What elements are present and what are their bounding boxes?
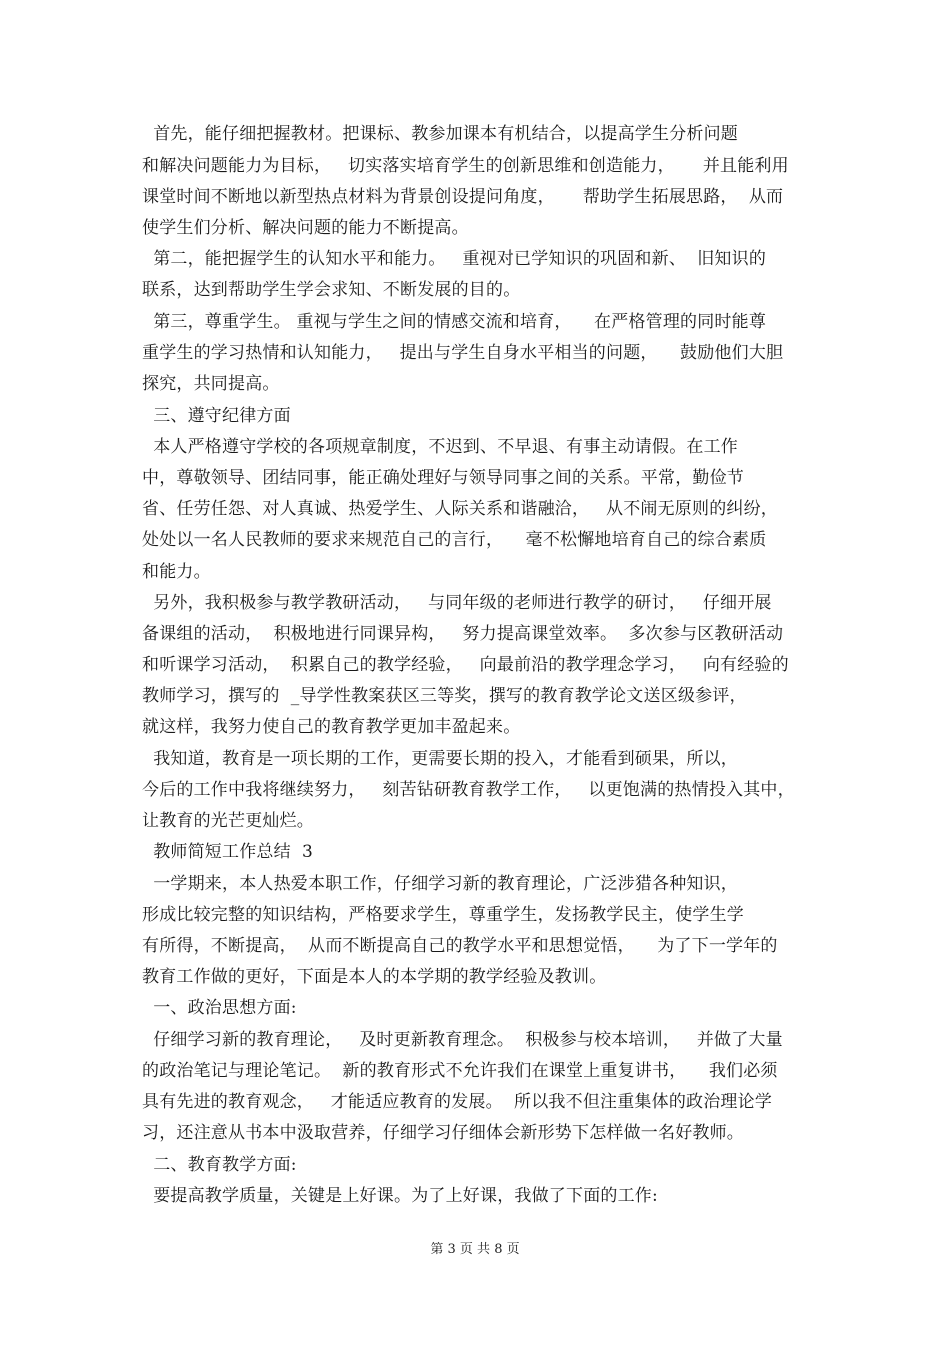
text-line: 具有先进的教育观念， 才能适应教育的发展。 所以我不但注重集体的政治理论学	[142, 1092, 773, 1112]
text-line: 首先，能仔细把握教材。把课标、教参加课本有机结合，以提高学生分析问题	[142, 124, 739, 144]
text-line: 第二，能把握学生的认知水平和能力。 重视对已学知识的巩固和新、 旧知识的	[142, 249, 767, 269]
text-line: 仔细学习新的教育理论， 及时更新教育理念。 积极参与校本培训， 并做了大量	[142, 1030, 783, 1050]
section-heading: 三、遵守纪律方面	[142, 406, 291, 426]
text-line: 和能力。	[142, 562, 211, 582]
text-line: 中，尊敬领导、团结同事，能正确处理好与领导同事之间的关系。平常，勤俭节	[142, 468, 744, 488]
page-number-footer: 第 3 页 共 8 页	[430, 1242, 520, 1257]
text-line: 的政治笔记与理论笔记。 新的教育形式不允许我们在课堂上重复讲书， 我们必须	[142, 1061, 778, 1081]
text-line: 探究，共同提高。	[142, 374, 280, 394]
text-line: 今后的工作中我将继续努力， 刻苦钻研教育教学工作， 以更饱满的热情投入其中，	[142, 780, 795, 800]
text-line: 有所得，不断提高， 从而不断提高自己的教学水平和思想觉悟， 为了下一学年的	[142, 936, 778, 956]
text-line: 和解决问题能力为目标， 切实落实培育学生的创新思维和创造能力， 并且能利用	[142, 156, 789, 176]
text-line: 教师学习，撰写的 _导学性教案获区三等奖，撰写的教育教学论文送区级参评，	[142, 686, 747, 706]
text-line: 让教育的光芒更灿烂。	[142, 811, 314, 831]
text-line: 另外，我积极参与教学教研活动， 与同年级的老师进行教学的研讨， 仔细开展	[142, 593, 772, 613]
text-line: 重学生的学习热情和认知能力， 提出与学生自身水平相当的问题， 鼓励他们大胆	[142, 343, 784, 363]
text-line: 我知道，教育是一项长期的工作，更需要长期的投入，才能看到硕果，所以，	[142, 749, 739, 769]
text-line: 要提高教学质量，关键是上好课。为了上好课，我做了下面的工作:	[142, 1186, 658, 1206]
text-line: 处处以一名人民教师的要求来规范自己的言行， 毫不松懈地培育自己的综合素质	[142, 530, 767, 550]
text-line: 习，还注意从书本中汲取营养，仔细学习仔细体会新形势下怎样做一名好教师。	[142, 1123, 744, 1143]
text-line: 联系，达到帮助学生学会求知、不断发展的目的。	[142, 280, 521, 300]
text-line: 教育工作做的更好，下面是本人的本学期的教学经验及教训。	[142, 967, 607, 987]
section-heading: 二、教育教学方面:	[142, 1155, 297, 1175]
section-heading: 一、政治思想方面:	[142, 998, 297, 1018]
text-line: 省、任劳任怨、对人真诚、热爱学生、人际关系和谐融洽， 从不闹无原则的纠纷，	[142, 499, 779, 519]
text-line: 一学期来，本人热爱本职工作，仔细学习新的教育理论，广泛涉猎各种知识，	[142, 874, 739, 894]
text-line: 和听课学习活动， 积累自己的教学经验， 向最前沿的教学理念学习， 向有经验的	[142, 655, 789, 675]
section-heading: 教师简短工作总结 3	[142, 842, 314, 862]
text-line: 使学生们分析、解决问题的能力不断提高。	[142, 218, 469, 238]
text-line: 形成比较完整的知识结构，严格要求学生，尊重学生，发扬教学民主，使学生学	[142, 905, 744, 925]
text-line: 本人严格遵守学校的各项规章制度，不迟到、不早退、有事主动请假。在工作	[142, 437, 739, 457]
text-line: 就这样，我努力使自己的教育教学更加丰盈起来。	[142, 717, 521, 737]
text-line: 第三，尊重学生。 重视与学生之间的情感交流和培育， 在严格管理的同时能尊	[142, 312, 767, 332]
text-line: 课堂时间不断地以新型热点材料为背景创设提问角度， 帮助学生拓展思路， 从而	[142, 187, 784, 207]
text-line: 备课组的活动， 积极地进行同课异构， 努力提高课堂效率。 多次参与区教研活动	[142, 624, 784, 644]
